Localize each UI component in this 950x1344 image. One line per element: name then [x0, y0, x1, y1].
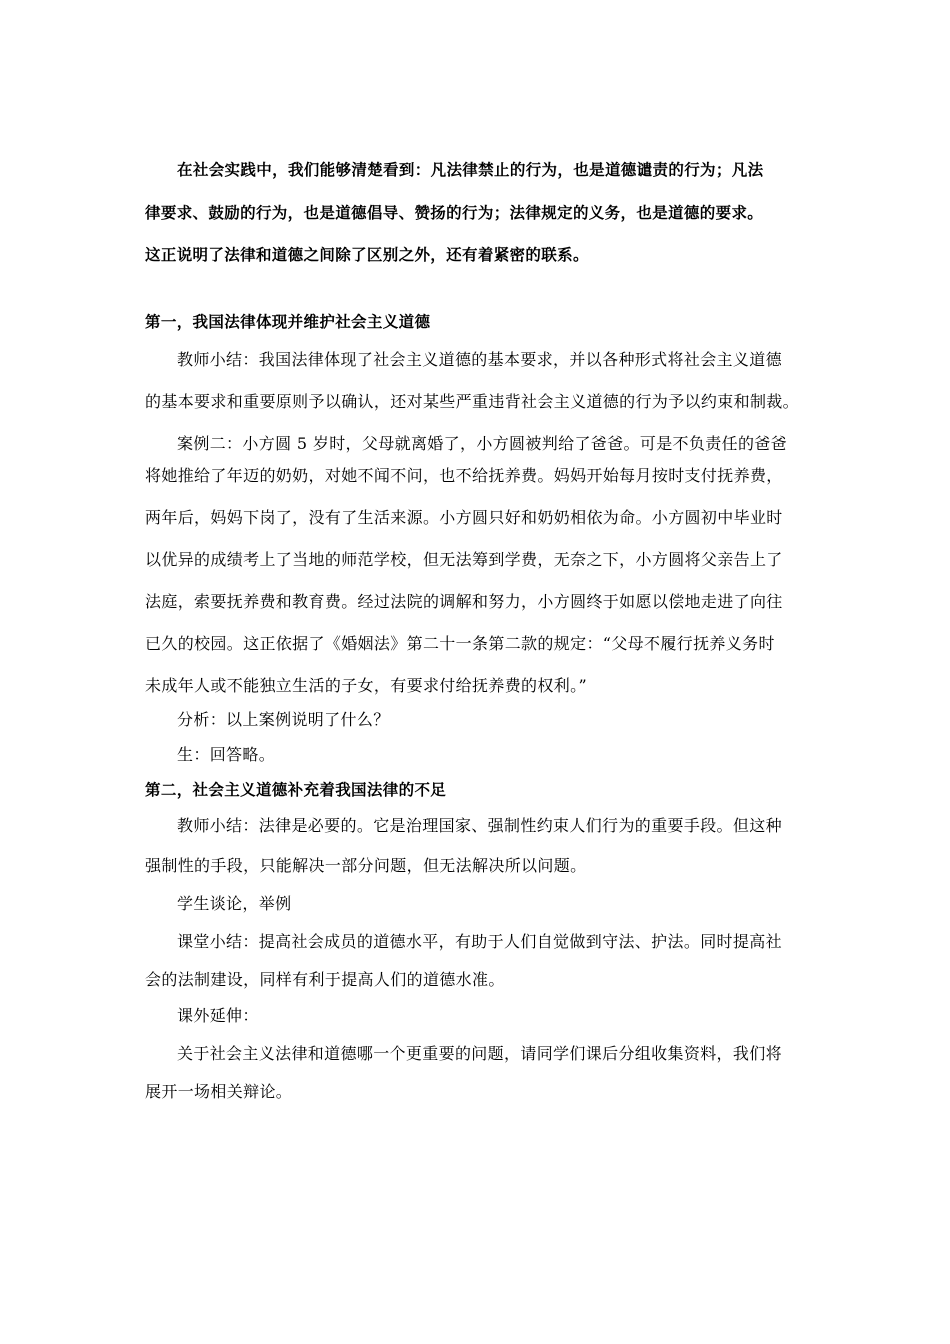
case-line-7: 未成年人或不能独立生活的子女，有要求付给抚养费的权利。” [145, 676, 587, 695]
class-summary-line-1: 课堂小结：提高社会成员的道德水平，有助于人们自觉做到守法、护法。同时提高社 [177, 932, 782, 951]
class-summary-line-2: 会的法制建设，同样有利于提高人们的道德水准。 [145, 970, 505, 989]
case-line-1: 案例二：小方圆 5 岁时，父母就离婚了，小方圆被判给了爸爸。可是不负责任的爸爸 [177, 434, 788, 453]
case-line-6: 已久的校园。这正依据了《婚姻法》第二十一条第二款的规定：“父母不履行抚养义务时 [145, 634, 775, 653]
intro-line-2: 律要求、鼓励的行为，也是道德倡导、赞扬的行为；法律规定的义务，也是道德的要求。 [145, 204, 764, 222]
case-line-3: 两年后，妈妈下岗了，没有了生活来源。小方圆只好和奶奶相依为命。小方圆初中毕业时 [145, 508, 783, 527]
case-line-5: 法庭，索要抚养费和教育费。经过法院的调解和努力，小方圆终于如愿以偿地走进了向往 [145, 592, 783, 611]
student-answer: 生：回答略。 [177, 745, 276, 764]
extension-line-2: 展开一场相关辩论。 [145, 1082, 293, 1101]
section2-summary-line-1: 教师小结：法律是必要的。它是治理国家、强制性约束人们行为的重要手段。但这种 [177, 816, 782, 835]
intro-line-3: 这正说明了法律和道德之间除了区别之外，还有着紧密的联系。 [145, 246, 589, 264]
section1-summary-line-2: 的基本要求和重要原则予以确认，还对某些严重违背社会主义道德的行为予以约束和制裁。 [145, 392, 800, 411]
extension-line-1: 关于社会主义法律和道德哪一个更重要的问题，请同学们课后分组收集资料，我们将 [177, 1044, 782, 1063]
student-discussion: 学生谈论，举例 [177, 894, 292, 913]
section2-summary-line-2: 强制性的手段，只能解决一部分问题，但无法解决所以问题。 [145, 856, 587, 875]
case-line-2: 将她推给了年迈的奶奶，对她不闻不问，也不给抚养费。妈妈开始每月按时支付抚养费， [145, 466, 783, 485]
section1-summary-line-1: 教师小结：我国法律体现了社会主义道德的基本要求，并以各种形式将社会主义道德 [177, 350, 782, 369]
section1-heading: 第一，我国法律体现并维护社会主义道德 [145, 313, 431, 331]
extension-label: 课外延伸： [177, 1006, 259, 1025]
section2-heading: 第二，社会主义道德补充着我国法律的不足 [145, 781, 447, 799]
case-line-4: 以优异的成绩考上了当地的师范学校，但无法筹到学费，无奈之下，小方圆将父亲告上了 [145, 550, 783, 569]
analysis-question: 分析：以上案例说明了什么？ [177, 710, 390, 729]
intro-line-1: 在社会实践中，我们能够清楚看到：凡法律禁止的行为，也是道德谴责的行为；凡法 [177, 161, 764, 179]
